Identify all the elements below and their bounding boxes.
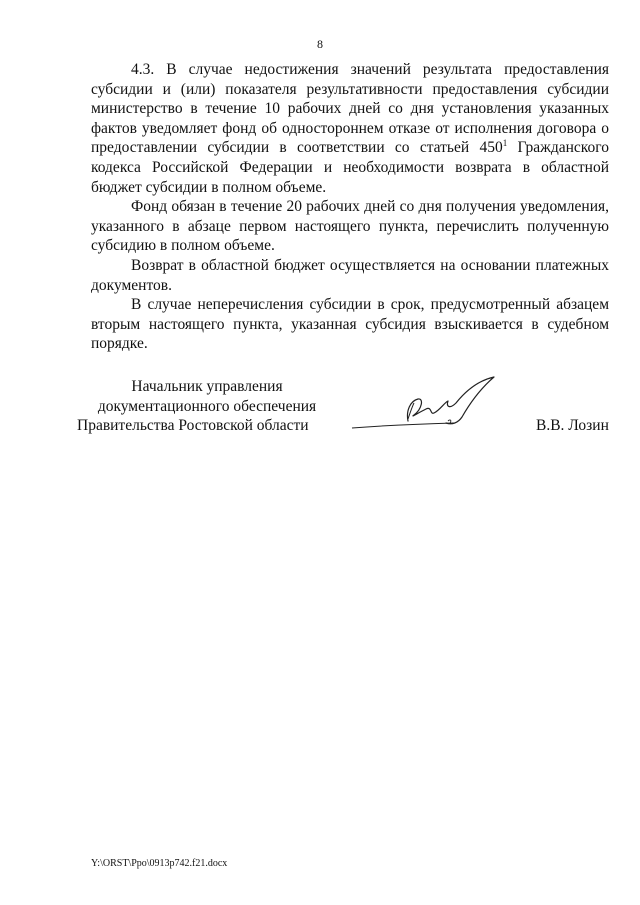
- paragraph-court-recovery: В случае неперечисления субсидии в срок, предусмотренный абзацем вторым настоящего пункта, указанная субсидия взыскивается в судебном порядке.: [91, 296, 609, 353]
- signatory-title: [77, 377, 323, 436]
- signatory-title-line-3: Правительства Ростовской области: [77, 417, 309, 435]
- article-superscript: 1: [502, 138, 508, 149]
- signature-block: [0, 377, 640, 447]
- paragraph-refund-basis: Возврат в областной бюджет осуществляется на основании платежных документов.: [91, 256, 609, 294]
- page-number: 8: [317, 37, 323, 51]
- file-path-footer: Y:\ORST\Ppo\0913p742.f21.docx: [91, 858, 228, 869]
- signatory-name: В.В. Лозин: [536, 417, 609, 434]
- document-body: [91, 60, 609, 354]
- handwritten-signature: [348, 373, 496, 435]
- paragraph-4-3: [91, 60, 609, 197]
- paragraph-4-3-text: 4.3. В случае недостижения значений результата предоставления субсидии и (или) показателя результативности предоставления субсидии министерство в течение 10 рабочих дней со дня установления указанных фактов уведомляет фонд об одностороннем отказе от исполнения договора о предоставлении субсидии в соответствии со статьей 450: [91, 61, 609, 157]
- signatory-title-line-1: Начальник управления: [131, 378, 283, 395]
- paragraph-fund-obligation: Фонд обязан в течение 20 рабочих дней со дня получения уведомления, указанного в абзаце первом настоящего пункта, перечислить полученную субсидию в полном объеме.: [91, 198, 609, 255]
- paragraph-4-3-text-end: Гражданского кодекса Российской Федерации и необходимости возврата в областной бюджет субсидии в полном объеме.: [91, 139, 609, 196]
- signatory-title-line-2: документационного обеспечения: [97, 397, 317, 415]
